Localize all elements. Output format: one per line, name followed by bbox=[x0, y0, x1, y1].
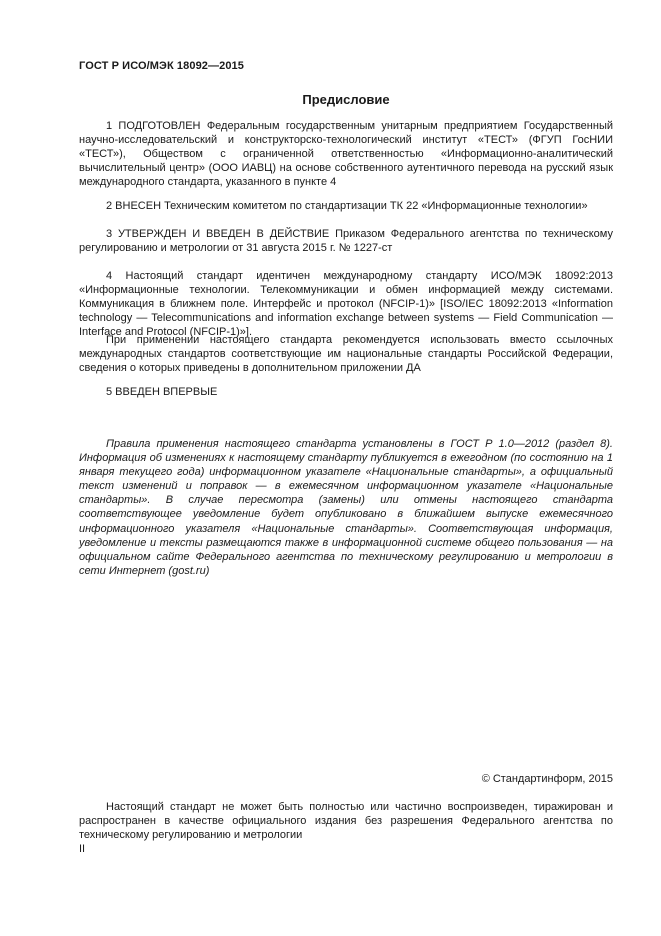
preface-paragraph-2: 2 ВНЕСЕН Техническим комитетом по стандартизации ТК 22 «Информационные технологии» bbox=[106, 200, 588, 212]
preface-paragraph-5: 5 ВВЕДЕН ВПЕРВЫЕ bbox=[106, 386, 218, 398]
reproduction-rights-notice: Настоящий стандарт не может быть полностью или частично воспроизведен, тиражирован и распространен в качестве официального издания без разрешения Федерального агентства по техническому регулированию и метрологии bbox=[79, 801, 613, 841]
preface-title: Предисловие bbox=[302, 92, 390, 107]
standard-code: ГОСТ Р ИСО/МЭК 18092—2015 bbox=[79, 60, 244, 72]
preface-paragraph-1: 1 ПОДГОТОВЛЕН Федеральным государственным унитарным предприятием Государственный научно-исследовательский и конструкторско-технологический институт «ТЕСТ» (ФГУП ГосНИИ «ТЕСТ»), Обществом с ограниченной ответственностью «Информационно-аналитический вычислительный центр» (ООО ИАВЦ) на основе собственного аутентичного перевода на русский язык международного стандарта, указанного в пункте 4 bbox=[79, 120, 613, 188]
page-number: II bbox=[79, 843, 86, 855]
preface-paragraph-4: 4 Настоящий стандарт идентичен международному стандарту ИСО/МЭК 18092:2013 «Информационные технологии. Телекоммуникации и обмен информацией между системами. Коммуникация в ближнем поле. Интерфейс и протокол (NFCIP-1)» [ISO/IEC 18092:2013 «Information technology — Telecommunications and information exchange between systems — Field Communication — Interface and Protocol (NFCIP-1)»]. bbox=[79, 270, 613, 338]
preface-paragraph-3: 3 УТВЕРЖДЕН И ВВЕДЕН В ДЕЙСТВИЕ Приказом Федерального агентства по техническому регулированию и метрологии от 31 августа 2015 г. № 1227-ст bbox=[79, 228, 613, 254]
preface-paragraph-references: При применении настоящего стандарта рекомендуется использовать вместо ссылочных международных стандартов соответствующие им национальные стандарты Российской Федерации, сведения о которых приведены в дополнительном приложении ДА bbox=[79, 334, 613, 374]
copyright-line: © Стандартинформ, 2015 bbox=[481, 773, 613, 785]
application-rules-notice: Правила применения настоящего стандарта установлены в ГОСТ Р 1.0—2012 (раздел 8). Информация об изменениях к настоящему стандарту публикуется в ежегодном (по состоянию на 1 января текущего года) информационном указателе «Национальные стандарты», а официальный текст изменений и поправок — в ежемесячном информационном указателе «Национальные стандарты». В случае пересмотра (замены) или отмены настоящего стандарта соответствующее уведомление будет опубликовано в ближайшем выпуске ежемесячного информационного указателя «Национальные стандарты». Соответствующая информация, уведомление и тексты размещаются также в информационной системе общего пользования — на официальном сайте Федерального агентства по техническому регулированию и метрологии в сети Интернет (gost.ru) bbox=[79, 438, 613, 577]
